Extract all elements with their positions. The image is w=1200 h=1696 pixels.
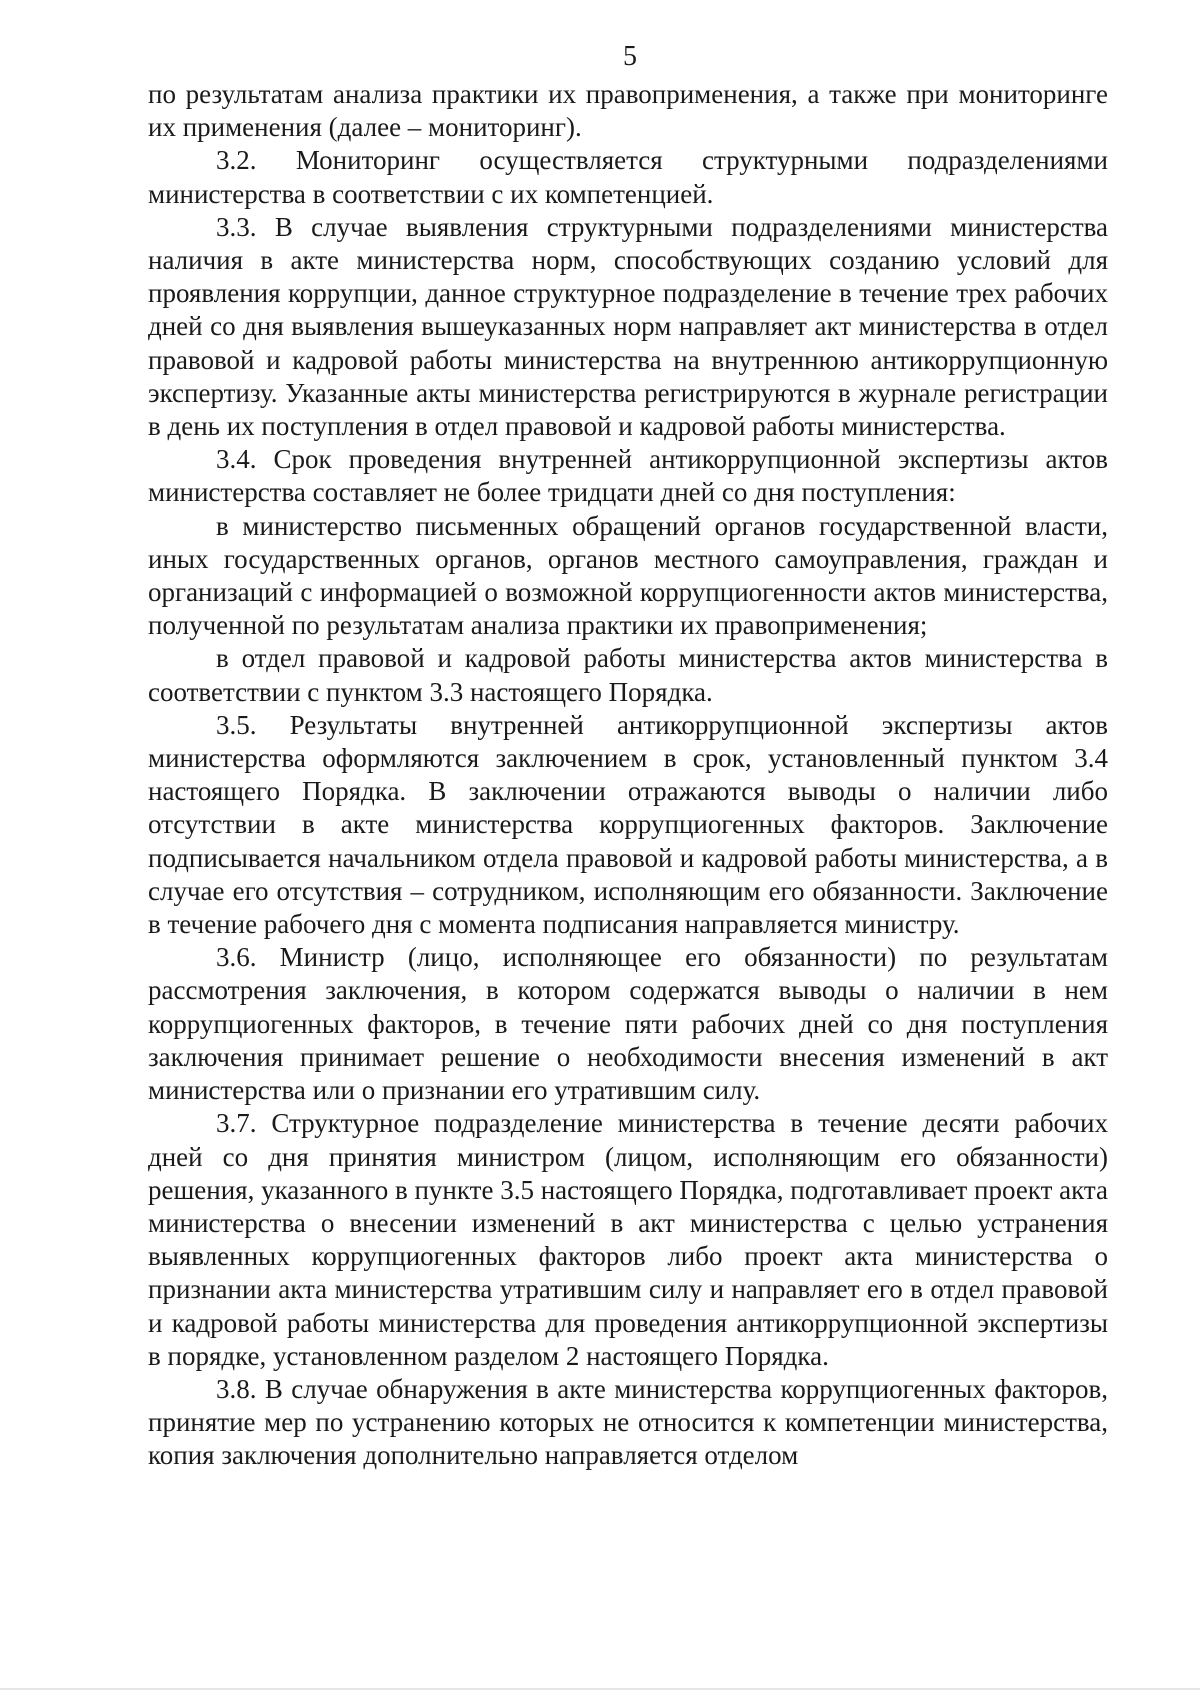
- paragraph-3-6: 3.6. Министр (лицо, исполняющее его обязанности) по результатам рассмотрения заключения, в котором содержатся выводы о наличии в нем коррупциогенных факторов, в течение пяти рабочих дней со дня поступления заключения принимает решение о необходимости внесения изменений в акт министерства или о признании его утратившим силу.: [148, 942, 1108, 1106]
- paragraph-3-8: 3.8. В случае обнаружения в акте министерства коррупциогенных факторов, принятие мер по устранению которых не относится к компетенции министерства, копия заключения дополнительно направляется отделом: [148, 1373, 1108, 1471]
- paragraph-3-4: 3.4. Срок проведения внутренней антикоррупционной экспертизы актов министерства составляет не более тридцати дней со дня поступления:: [148, 444, 1108, 508]
- document-body: [148, 78, 1108, 1473]
- paragraph-3-4-item-a: в министерство письменных обращений органов государственной власти, иных государственных органов, органов местного самоуправления, граждан и организаций с информацией о возможной коррупциогенности актов министерства, полученной по результатам анализа практики их правоприменения;: [148, 510, 1108, 641]
- paragraph-3-3: 3.3. В случае выявления структурными подразделениями министерства наличия в акте министерства норм, способствующих созданию условий для проявления коррупции, данное структурное подразделение в течение трех рабочих дней со дня выявления вышеуказанных норм направляет акт министерства в отдел правовой и кадровой работы министерства на внутреннюю антикоррупционную экспертизу. Указанные акты министерства регистрируются в журнале регистрации в день их поступления в отдел правовой и кадровой работы министерства.: [148, 211, 1108, 442]
- scan-bottom-edge: [0, 1688, 1200, 1690]
- paragraph-continuation: по результатам анализа практики их правоприменения, а также при мониторинге их применения (далее – мониторинг).: [148, 79, 1108, 143]
- paragraph-3-2: 3.2. Мониторинг осуществляется структурными подразделениями министерства в соответствии с их компетенцией.: [148, 145, 1108, 209]
- paragraph-3-4-item-b: в отдел правовой и кадровой работы министерства актов министерства в соответствии с пунктом 3.3 настоящего Порядка.: [148, 643, 1108, 707]
- paragraph-3-5: 3.5. Результаты внутренней антикоррупционной экспертизы актов министерства оформляются заключением в срок, установленный пунктом 3.4 настоящего Порядка. В заключении отражаются выводы о наличии либо отсутствии в акте министерства коррупциогенных факторов. Заключение подписывается начальником отдела правовой и кадровой работы министерства, а в случае его отсутствия – сотрудником, исполняющим его обязанности. Заключение в течение рабочего дня с момента подписания направляется министру.: [148, 709, 1108, 940]
- paragraph-3-7: 3.7. Структурное подразделение министерства в течение десяти рабочих дней со дня принятия министром (лицом, исполняющим его обязанности) решения, указанного в пункте 3.5 настоящего Порядка, подготавливает проект акта министерства о внесении изменений в акт министерства с целью устранения выявленных коррупциогенных факторов либо проект акта министерства о признании акта министерства утратившим силу и направляет его в отдел правовой и кадровой работы министерства для проведения антикоррупционной экспертизы в порядке, установленном разделом 2 настоящего Порядка.: [148, 1108, 1108, 1371]
- page-number: 5: [623, 41, 637, 72]
